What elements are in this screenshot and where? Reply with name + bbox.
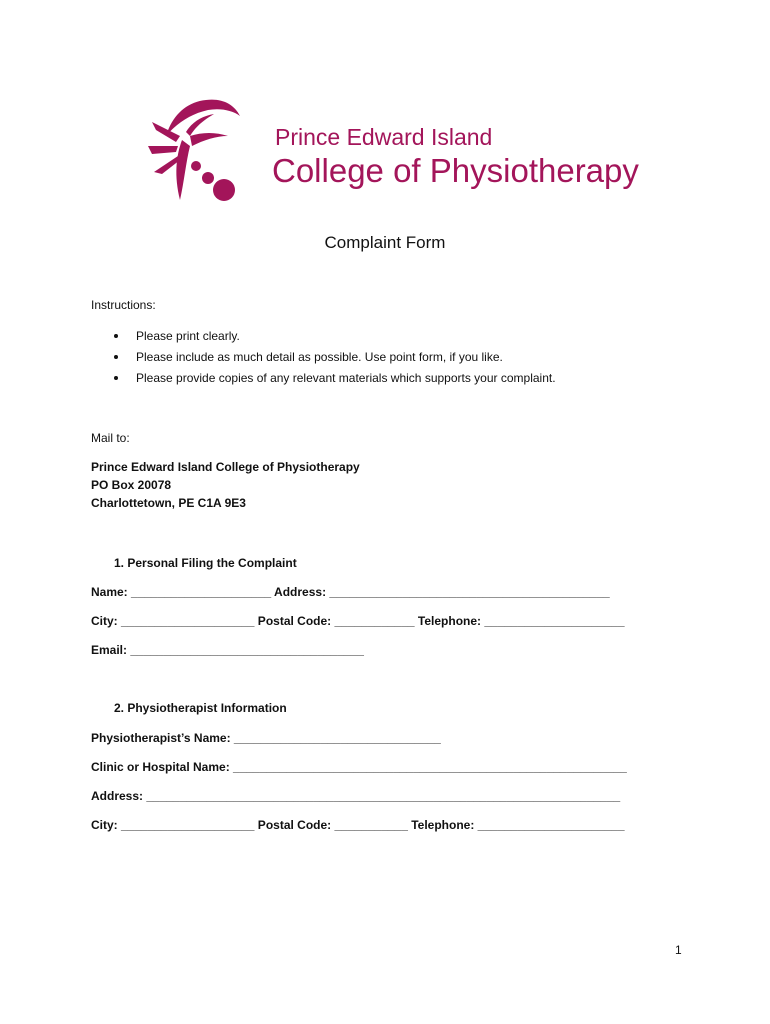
section2-heading: 2. Physiotherapist Information xyxy=(114,701,287,715)
section1-heading: 1. Personal Filing the Complaint xyxy=(114,556,297,570)
clinic-name-field-row[interactable]: Clinic or Hospital Name: ___________________________________________________________ xyxy=(91,760,627,774)
logo-text-line1: Prince Edward Island xyxy=(275,124,493,150)
address-field-row[interactable]: Address: _______________________________________________________________________ xyxy=(91,789,621,803)
mail-address-line: Prince Edward Island College of Physiotherapy xyxy=(91,460,360,474)
mail-label: Mail to: xyxy=(91,431,130,445)
page-title: Complaint Form xyxy=(324,233,446,252)
logo-text-line2: College of Physiotherapy xyxy=(272,152,639,189)
instruction-item: Please provide copies of any relevant materials which supports your complaint. xyxy=(136,371,556,385)
bullet-icon xyxy=(114,334,118,338)
instruction-item: Please include as much detail as possible. Use point form, if you like. xyxy=(136,350,503,364)
instructions-label: Instructions: xyxy=(91,298,156,312)
city-postal-phone-field-row[interactable]: City: ____________________ Postal Code: ___________ Telephone: ______________________ xyxy=(91,818,625,832)
bullet-icon xyxy=(114,376,118,380)
college-logo-icon xyxy=(146,96,242,216)
bullet-icon xyxy=(114,355,118,359)
instruction-item: Please print clearly. xyxy=(136,329,240,343)
physiotherapist-name-field-row[interactable]: Physiotherapist’s Name: _______________________________ xyxy=(91,731,441,745)
page-number: 1 xyxy=(675,943,682,957)
city-postal-phone-field-row[interactable]: City: ____________________ Postal Code: ____________ Telephone: _____________________ xyxy=(91,614,625,628)
email-field-row[interactable]: Email: ___________________________________ xyxy=(91,643,364,657)
mail-address-line: PO Box 20078 xyxy=(91,478,172,492)
name-address-field-row[interactable]: Name: _____________________ Address: __________________________________________ xyxy=(91,585,610,599)
mail-address-line: Charlottetown, PE C1A 9E3 xyxy=(91,496,246,510)
